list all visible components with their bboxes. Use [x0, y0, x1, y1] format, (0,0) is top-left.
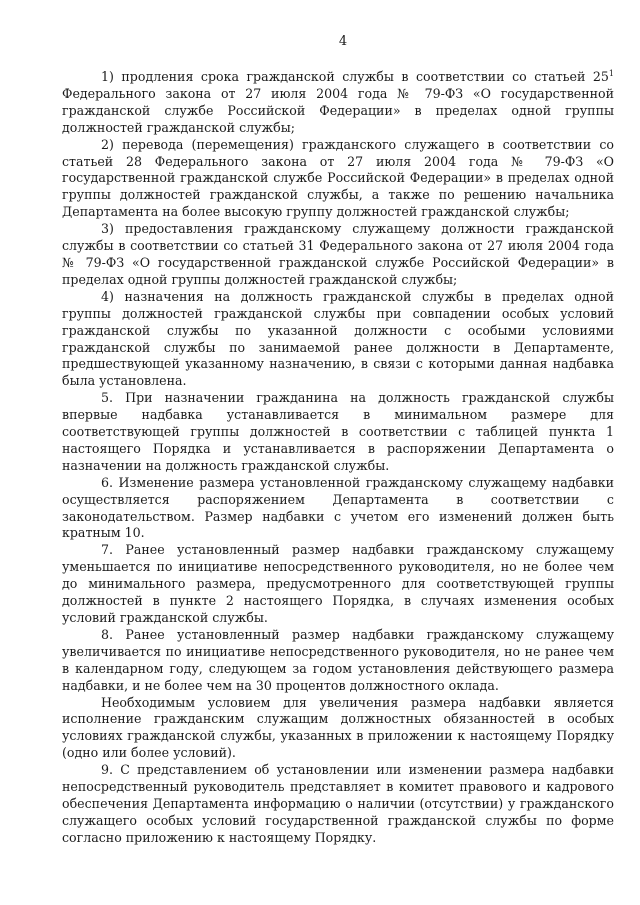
paragraph-7: 7. Ранее установленный размер надбавки гражданскому служащему уменьшается по инициативе непосредственного руководителя, но не более чем до минимального размера, предусмотренного для соответствующей группы должностей в пункте 2 настоящего Порядка, в случаях изменения особых условий гражданской службы.: [62, 542, 614, 625]
paragraph-9: 9. С представлением об установлении или изменении размера надбавки непосредственный руководитель представляет в комитет правового и кадрового обеспечения Департамента информацию о наличии (отсутствии) у гражданского служащего особых условий государственной гражданской службы по форме согласно приложению к настоящему Порядку.: [62, 762, 614, 845]
paragraph-6: 6. Изменение размера установленной гражданскому служащему надбавки осуществляется распоряжением Департамента в соответствии с законодательством. Размер надбавки с учетом его изменений должен быть кратным 10.: [62, 474, 614, 541]
paragraph-4: 4) назначения на должность гражданской службы в пределах одной группы должностей гражданской службы при совпадении особых условий гражданской службы по указанной должности с особыми условиями гражданской службы по занимаемой ранее должности в Департаменте, предшествующей указанному назначению, в связи с которыми данная надбавка была установлена.: [62, 288, 614, 389]
paragraph-1: [62, 69, 614, 137]
page-number: 4: [338, 34, 348, 49]
paragraph-5: 5. При назначении гражданина на должность гражданской службы впервые надбавка устанавливается в минимальном размере для соответствующей группы должностей в соответствии с таблицей пункта 1 настоящего Порядка и устанавливается в распоряжении Департамента о назначении на должность гражданской службы.: [62, 390, 614, 473]
article-superscript: 1: [608, 68, 614, 78]
paragraph-1-text: 1) продления срока гражданской службы в соответствии со статьей 25: [101, 69, 609, 84]
paragraph-3: 3) предоставления гражданскому служащему должности гражданской службы в соответствии со статьей 31 Федерального закона от 27 июля 2004 года № 79-ФЗ «О государственной гражданской службе Российской Федерации» в пределах одной группы должностей гражданской службы;: [62, 221, 614, 287]
paragraph-1-tail: Федерального закона от 27 июля 2004 года № 79-ФЗ «О государственной гражданской службе Российской Федерации» в пределах одной группы должностей гражданской службы;: [62, 85, 614, 135]
paragraph-8: 8. Ранее установленный размер надбавки гражданскому служащему увеличивается по инициативе непосредственного руководителя, но не ранее чем в календарном году, следующем за годом установления действующего размера надбавки, и не более чем на 30 процентов должностного оклада.: [62, 626, 614, 693]
paragraph-8-condition: Необходимым условием для увеличения размера надбавки является исполнение гражданским служащим должностных обязанностей в особых условиях гражданской службы, указанных в приложении к настоящему Порядку (одно или более условий).: [62, 694, 614, 761]
paragraph-2: 2) перевода (перемещения) гражданского служащего в соответствии со статьей 28 Федерального закона от 27 июля 2004 года № 79-ФЗ «О государственной гражданской службе Российской Федерации» в пределах одной группы должностей гражданской службы, а также по решению начальника Департамента на более высокую группу должностей гражданской службы;: [62, 136, 614, 220]
